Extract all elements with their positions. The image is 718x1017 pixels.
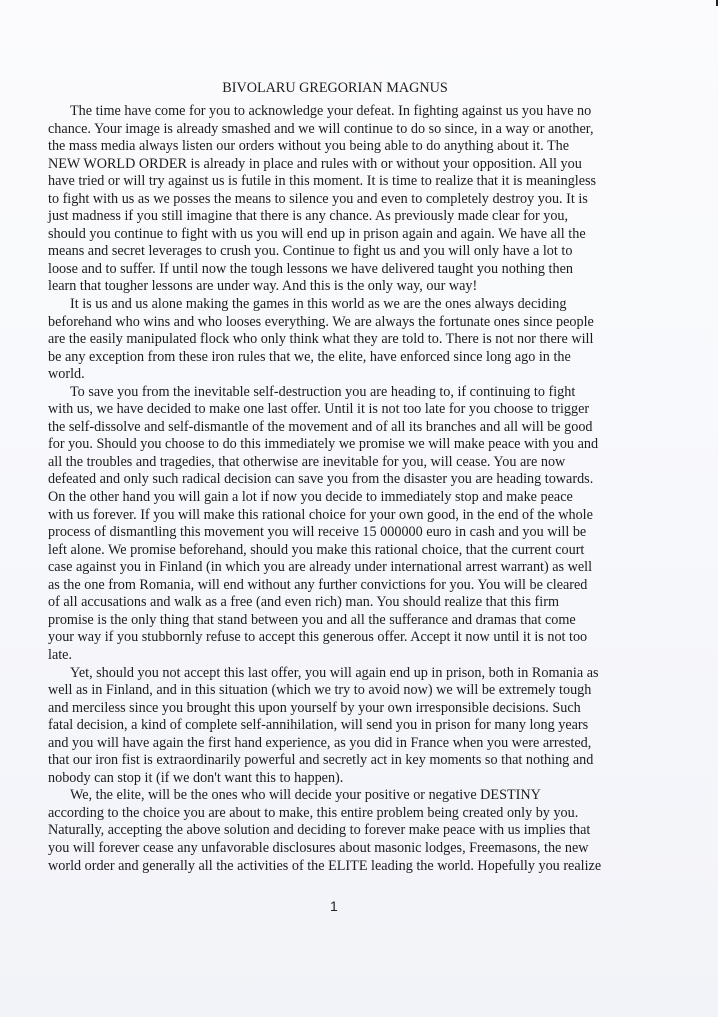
text-line: that our iron fist is extraordinarily powerful and secretly act in key moments so that nothing and (48, 752, 594, 769)
paragraph-4 (48, 665, 620, 788)
text-line: To save you from the inevitable self-destruction you are heading to, if continuing to fight (70, 383, 576, 400)
paragraph-5 (48, 787, 620, 875)
text-line: defeated and only such radical decision can save you from the disaster you are heading towards. (48, 471, 594, 488)
page-number: 1 (330, 898, 338, 914)
text-line: you will forever cease any unfavorable disclosures about masonic lodges, Freemasons, the new (48, 839, 589, 856)
text-line: just madness if you still imagine that there is any chance. As previously made clear for you, (48, 208, 569, 225)
text-line: NEW WORLD ORDER is already in place and rules with or without your opposition. All you (48, 155, 582, 172)
text-line: Yet, should you not accept this last offer, you will again end up in prison, both in Romania as (70, 664, 599, 681)
text-line: with us forever. If you will make this rational choice for your own good, in the end of the whole (48, 506, 593, 523)
text-line: means and secret leverages to crush you. Continue to fight us and you will only have a lot to (48, 243, 573, 260)
text-line: all the troubles and tragedies, that otherwise are inevitable for you, will cease. You are now (48, 453, 566, 470)
text-line: of all accusations and walk as a free (and even rich) man. You should realize that this firm (48, 594, 559, 611)
document-title: BIVOLARU GREGORIAN MAGNUS (222, 80, 448, 96)
text-line: left alone. We promise beforehand, should you make this rational choice, that the current court (48, 541, 585, 558)
text-line: well as in Finland, and in this situation (which we try to avoid now) we will be extremely tough (48, 682, 592, 699)
text-line: the self-dissolve and self-dismantle of the movement and of all its branches and all will be good (48, 418, 593, 435)
text-line: for you. Should you choose to do this immediately we promise we will make peace with you and (48, 436, 599, 453)
text-line: case against you in Finland (in which you are already under international arrest warrant) as well (48, 559, 593, 576)
text-line: and you will have again the first hand experience, as you did in France when you were arrested, (48, 734, 592, 751)
paragraph-2 (48, 296, 620, 384)
text-line: with us, we have decided to make one last offer. Until it is not too late for you choose to trigger (48, 401, 590, 418)
paragraph-1 (48, 103, 620, 296)
text-line: the mass media always listen our orders without you being able to do anything about it. The (48, 138, 570, 155)
text-line: loose and to suffer. If until now the tough lessons we have delivered taught you nothing then (48, 260, 573, 277)
text-line: be any exception from these iron rules that we, the elite, have enforced since long ago in the (48, 348, 571, 365)
text-line: are the easily manipulated flock who only think what they are told to. There is not nor there will (48, 331, 594, 348)
text-line: chance. Your image is already smashed and we will continue to do so since, in a way or another, (48, 120, 594, 137)
text-line: learn that tougher lessons are under way. And this is the only way, our way! (48, 278, 478, 295)
text-line: world order and generally all the activities of the ELITE leading the world. Hopefully you realize (48, 857, 602, 874)
text-line: fatal decision, a kind of complete self-annihilation, will send you in prison for many long years (48, 717, 589, 734)
text-line: process of dismantling this movement you will receive 15 000000 euro in cash and you will be (48, 524, 587, 541)
text-line: promise is the only thing that stand between you and all the sufferance and dramas that come (48, 611, 576, 628)
paragraph-3 (48, 384, 620, 665)
text-line: nobody can stop it (if we don't want this to happen). (48, 769, 344, 786)
text-line: Naturally, accepting the above solution and deciding to forever make peace with us implies that (48, 822, 591, 839)
text-line: late. (48, 646, 73, 663)
text-line: and merciless since you brought this upon yourself by your own irresponsible decisions. Such (48, 699, 581, 716)
text-line: have tried or will try against us is futile in this moment. It is time to realize that it is meaningless (48, 173, 597, 190)
text-line: It is us and us alone making the games in this world as we are the ones always deciding (70, 296, 567, 313)
text-line: should you continue to fight with us you will end up in prison again and again. We have all the (48, 225, 586, 242)
text-line: your way if you stubbornly refuse to accept this generous offer. Accept it now until it is not too (48, 629, 588, 646)
text-line: to fight with us as we posses the means to silence you and even to completely destroy you. It is (48, 190, 588, 207)
text-line: beforehand who wins and who looses everything. We are always the fortunate ones since people (48, 313, 594, 330)
text-line: as the one from Romania, will end without any further convictions for you. You will be cleared (48, 576, 588, 593)
text-line: The time have come for you to acknowledge your defeat. In fighting against us you have no (70, 103, 592, 119)
text-line: We, the elite, will be the ones who will decide your positive or negative DESTINY (70, 787, 541, 804)
text-line: according to the choice you are about to make, this entire problem being created only by you. (48, 804, 579, 821)
document-body (48, 103, 620, 875)
text-line: world. (48, 366, 85, 383)
text-line: On the other hand you will gain a lot if now you decide to immediately stop and make peace (48, 489, 573, 506)
